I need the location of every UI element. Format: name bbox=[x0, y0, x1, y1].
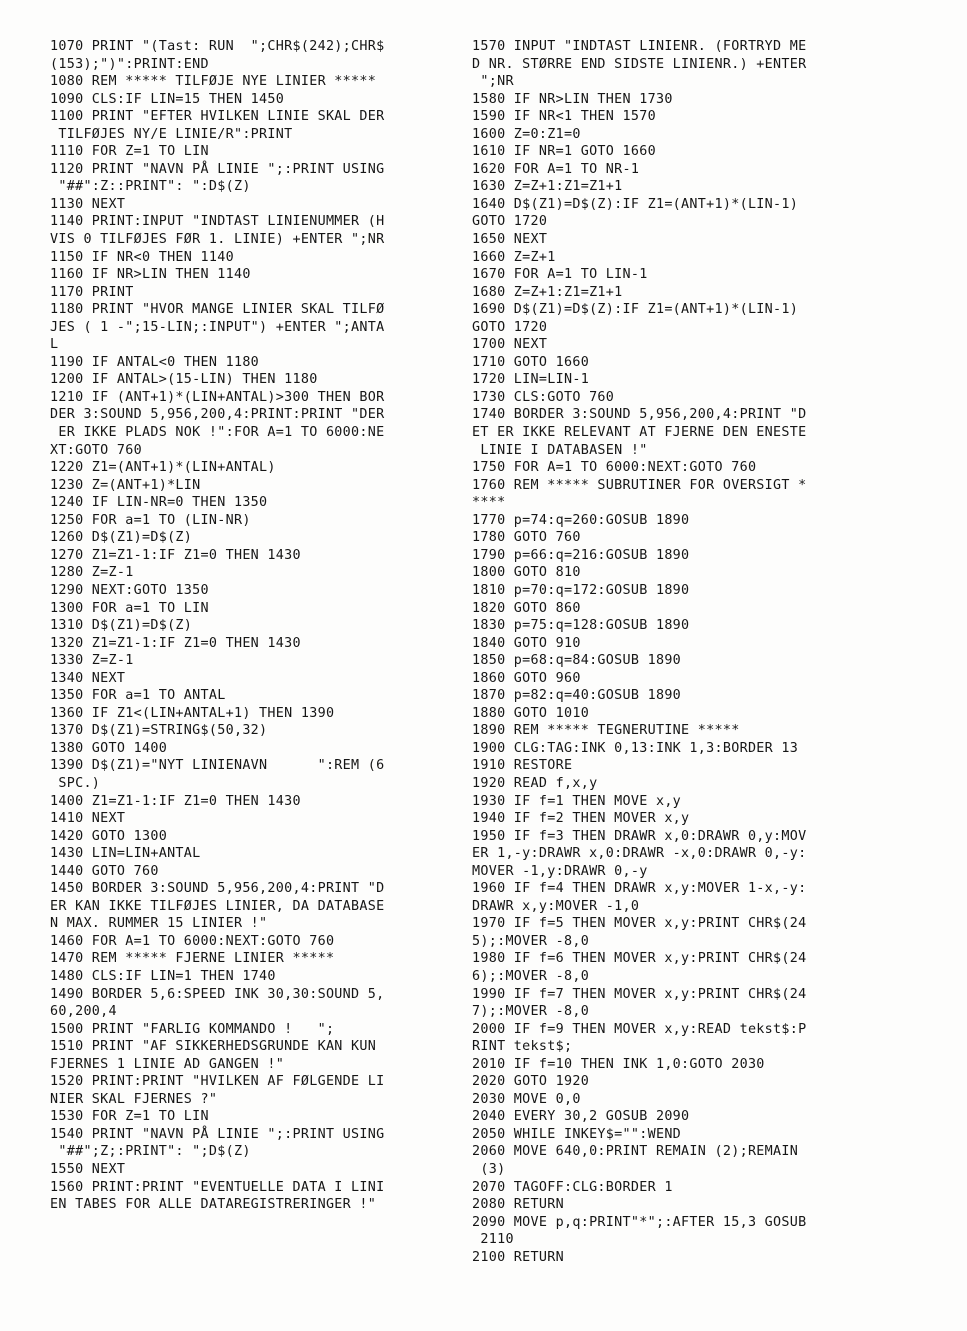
code-line: 2070 TAGOFF:CLG:BORDER 1 bbox=[472, 1179, 673, 1195]
code-line: 2040 EVERY 30,2 GOSUB 2090 bbox=[472, 1109, 690, 1125]
code-line: 1550 NEXT bbox=[50, 1162, 126, 1177]
code-line: 1160 IF NR>LIN THEN 1140 bbox=[50, 267, 251, 283]
code-line: 1120 PRINT "NAVN PÅ LINIE ";:PRINT USING bbox=[50, 161, 385, 177]
code-line: 1190 IF ANTAL<0 THEN 1180 bbox=[50, 354, 260, 370]
code-line: 60,200,4 bbox=[50, 1004, 117, 1020]
code-line: 1220 Z1=(ANT+1)*(LIN+ANTAL) bbox=[50, 460, 276, 476]
code-line: 1090 CLS:IF LIN=15 THEN 1450 bbox=[50, 91, 285, 107]
code-line: 1390 D$(Z1)="NYT LINIENAVN ":REM (6 bbox=[50, 758, 385, 774]
code-line: 1830 p=75:q=128:GOSUB 1890 bbox=[472, 618, 690, 634]
listing-column-right bbox=[472, 38, 892, 1266]
code-line: 1130 NEXT bbox=[50, 196, 126, 212]
code-line: 1180 PRINT "HVOR MANGE LINIER SKAL TILFØ bbox=[50, 302, 385, 318]
code-line: L bbox=[50, 337, 59, 353]
code-line: 1150 IF NR<0 THEN 1140 bbox=[50, 249, 234, 265]
code-line: 1500 PRINT "FARLIG KOMMANDO ! "; bbox=[50, 1021, 335, 1037]
code-line: 2110 bbox=[472, 1232, 514, 1248]
code-line: 1740 BORDER 3:SOUND 5,956,200,4:PRINT "D bbox=[472, 407, 807, 423]
code-line: 1110 FOR Z=1 TO LIN bbox=[50, 144, 209, 160]
code-line: 2080 RETURN bbox=[472, 1197, 564, 1213]
code-line: 2020 GOTO 1920 bbox=[472, 1074, 590, 1090]
code-line: MOVER -1,y:DRAWR 0,-y bbox=[472, 863, 648, 879]
code-line: NIER SKAL FJERNES ?" bbox=[50, 1091, 218, 1107]
code-line: 1970 IF f=5 THEN MOVER x,y:PRINT CHR$(24 bbox=[472, 916, 807, 932]
code-line: 1560 PRINT:PRINT "EVENTUELLE DATA I LINI bbox=[50, 1179, 385, 1195]
code-line: VIS 0 TILFØJES FØR 1. LINIE) +ENTER ";NR bbox=[50, 232, 385, 248]
code-line: 1990 IF f=7 THEN MOVER x,y:PRINT CHR$(24 bbox=[472, 986, 807, 1002]
code-line: 1730 CLS:GOTO 760 bbox=[472, 389, 615, 405]
code-line: 1230 Z=(ANT+1)*LIN bbox=[50, 477, 201, 493]
code-line: JES ( 1 -";15-LIN;:INPUT") +ENTER ";ANTA bbox=[50, 319, 385, 335]
code-line: TILFØJES NY/E LINIE/R":PRINT bbox=[50, 126, 293, 142]
code-line: GOTO 1720 bbox=[472, 319, 548, 335]
code-line: **** bbox=[472, 495, 506, 511]
code-line: 1430 LIN=LIN+ANTAL bbox=[50, 846, 201, 862]
code-line: (153);")":PRINT:END bbox=[50, 56, 209, 72]
code-line: 1570 INPUT "INDTAST LINIENR. (FORTRYD ME bbox=[472, 39, 807, 54]
code-line: 2000 IF f=9 THEN MOVER x,y:READ tekst$:P bbox=[472, 1021, 807, 1037]
code-line: 1640 D$(Z1)=D$(Z):IF Z1=(ANT+1)*(LIN-1) bbox=[472, 196, 799, 212]
code-line: 1890 REM ***** TEGNERUTINE ***** bbox=[472, 723, 740, 739]
code-line: 1080 REM ***** TILFØJE NYE LINIER ***** bbox=[50, 74, 377, 90]
code-line: "##";Z;:PRINT": ";D$(Z) bbox=[50, 1144, 251, 1160]
code-line: 1100 PRINT "EFTER HVILKEN LINIE SKAL DER bbox=[50, 109, 385, 125]
code-line: 2010 IF f=10 THEN INK 1,0:GOTO 2030 bbox=[472, 1056, 765, 1072]
code-line: 1480 CLS:IF LIN=1 THEN 1740 bbox=[50, 968, 276, 984]
code-line: 1620 FOR A=1 TO NR-1 bbox=[472, 161, 640, 177]
code-line: 1530 FOR Z=1 TO LIN bbox=[50, 1109, 209, 1125]
code-line: 1920 READ f,x,y bbox=[472, 775, 598, 791]
code-line: 1880 GOTO 1010 bbox=[472, 705, 590, 721]
code-line: 1340 NEXT bbox=[50, 670, 126, 686]
code-line: 1930 IF f=1 THEN MOVE x,y bbox=[472, 793, 682, 809]
code-line: 2030 MOVE 0,0 bbox=[472, 1091, 581, 1107]
code-line: 1580 IF NR>LIN THEN 1730 bbox=[472, 91, 673, 107]
code-line: D NR. STØRRE END SIDSTE LINIENR.) +ENTER bbox=[472, 56, 807, 72]
code-line: 1910 RESTORE bbox=[472, 758, 573, 774]
code-line: 1700 NEXT bbox=[472, 337, 548, 353]
code-line: 1670 FOR A=1 TO LIN-1 bbox=[472, 267, 648, 283]
code-line: 1820 GOTO 860 bbox=[472, 600, 581, 616]
code-line: 1680 Z=Z+1:Z1=Z1+1 bbox=[472, 284, 623, 300]
code-line: 1850 p=68:q=84:GOSUB 1890 bbox=[472, 653, 682, 669]
code-line: ER KAN IKKE TILFØJES LINIER, DA DATABASE bbox=[50, 898, 385, 914]
code-line: 1440 GOTO 760 bbox=[50, 863, 159, 879]
code-line: DRAWR x,y:MOVER -1,0 bbox=[472, 898, 640, 914]
code-line: 1950 IF f=3 THEN DRAWR x,0:DRAWR 0,y:MOV bbox=[472, 828, 807, 844]
code-line: 1510 PRINT "AF SIKKERHEDSGRUNDE KAN KUN bbox=[50, 1039, 377, 1055]
code-line: 1400 Z1=Z1-1:IF Z1=0 THEN 1430 bbox=[50, 793, 301, 809]
code-line: 1320 Z1=Z1-1:IF Z1=0 THEN 1430 bbox=[50, 635, 301, 651]
code-line: 1250 FOR a=1 TO (LIN-NR) bbox=[50, 512, 251, 528]
code-line: (3) bbox=[472, 1162, 506, 1177]
code-line: 1870 p=82:q=40:GOSUB 1890 bbox=[472, 688, 682, 704]
code-line: 1780 GOTO 760 bbox=[472, 530, 581, 546]
code-line: 1690 D$(Z1)=D$(Z):IF Z1=(ANT+1)*(LIN-1) bbox=[472, 302, 799, 318]
code-line: 1540 PRINT "NAVN PÅ LINIE ";:PRINT USING bbox=[50, 1126, 385, 1142]
code-line: 1310 D$(Z1)=D$(Z) bbox=[50, 618, 193, 634]
code-line: 1650 NEXT bbox=[472, 232, 548, 248]
code-line: 2100 RETURN bbox=[472, 1249, 564, 1265]
code-line: SPC.) bbox=[50, 775, 101, 791]
code-line: 1940 IF f=2 THEN MOVER x,y bbox=[472, 811, 690, 827]
code-line: 1200 IF ANTAL>(15-LIN) THEN 1180 bbox=[50, 372, 318, 388]
code-line: 1630 Z=Z+1:Z1=Z1+1 bbox=[472, 179, 623, 195]
code-line: ER 1,-y:DRAWR x,0:DRAWR -x,0:DRAWR 0,-y: bbox=[472, 846, 807, 862]
code-line: "##":Z::PRINT": ":D$(Z) bbox=[50, 179, 251, 195]
code-line: 1860 GOTO 960 bbox=[472, 670, 581, 686]
code-line: 1360 IF Z1<(LIN+ANTAL+1) THEN 1390 bbox=[50, 705, 335, 721]
code-line: 1330 Z=Z-1 bbox=[50, 653, 134, 669]
code-line: N MAX. RUMMER 15 LINIER !" bbox=[50, 916, 268, 932]
code-line: 1980 IF f=6 THEN MOVER x,y:PRINT CHR$(24 bbox=[472, 951, 807, 967]
code-line: ET ER IKKE RELEVANT AT FJERNE DEN ENESTE bbox=[472, 425, 807, 441]
code-line: 1210 IF (ANT+1)*(LIN+ANTAL)>300 THEN BOR bbox=[50, 389, 385, 405]
code-line: 7);:MOVER -8,0 bbox=[472, 1004, 590, 1020]
code-line: 1520 PRINT:PRINT "HVILKEN AF FØLGENDE LI bbox=[50, 1074, 385, 1090]
code-line: RINT tekst$; bbox=[472, 1039, 573, 1055]
code-line: 1760 REM ***** SUBRUTINER FOR OVERSIGT * bbox=[472, 477, 807, 493]
code-line: 1800 GOTO 810 bbox=[472, 565, 581, 581]
code-line: 1590 IF NR<1 THEN 1570 bbox=[472, 109, 656, 125]
code-line: 2090 MOVE p,q:PRINT"*";:AFTER 15,3 GOSUB bbox=[472, 1214, 807, 1230]
code-line: 1490 BORDER 5,6:SPEED INK 30,30:SOUND 5, bbox=[50, 986, 385, 1002]
code-line: 1370 D$(Z1)=STRING$(50,32) bbox=[50, 723, 268, 739]
code-line: 1420 GOTO 1300 bbox=[50, 828, 168, 844]
code-line: 1460 FOR A=1 TO 6000:NEXT:GOTO 760 bbox=[50, 933, 335, 949]
code-line: 2050 WHILE INKEY$="":WEND bbox=[472, 1126, 682, 1142]
listing-column-left bbox=[50, 38, 465, 1214]
code-line: 1450 BORDER 3:SOUND 5,956,200,4:PRINT "D bbox=[50, 881, 385, 897]
code-line: DER 3:SOUND 5,956,200,4:PRINT:PRINT "DER bbox=[50, 407, 385, 423]
code-line: 1770 p=74:q=260:GOSUB 1890 bbox=[472, 512, 690, 528]
code-line: ";NR bbox=[472, 74, 514, 90]
code-line: 1600 Z=0:Z1=0 bbox=[472, 126, 581, 142]
code-line: GOTO 1720 bbox=[472, 214, 548, 230]
code-line: 6);:MOVER -8,0 bbox=[472, 968, 590, 984]
code-line: 1750 FOR A=1 TO 6000:NEXT:GOTO 760 bbox=[472, 460, 757, 476]
code-line: 1610 IF NR=1 GOTO 1660 bbox=[472, 144, 656, 160]
code-line: 1300 FOR a=1 TO LIN bbox=[50, 600, 209, 616]
code-line: ER IKKE PLADS NOK !":FOR A=1 TO 6000:NE bbox=[50, 425, 385, 441]
code-line: 1840 GOTO 910 bbox=[472, 635, 581, 651]
code-line: 1720 LIN=LIN-1 bbox=[472, 372, 590, 388]
code-line: 2060 MOVE 640,0:PRINT REMAIN (2);REMAIN bbox=[472, 1144, 799, 1160]
code-line: 1260 D$(Z1)=D$(Z) bbox=[50, 530, 193, 546]
code-line: 5);:MOVER -8,0 bbox=[472, 933, 590, 949]
code-line: 1900 CLG:TAG:INK 0,13:INK 1,3:BORDER 13 bbox=[472, 740, 799, 756]
code-line: 1140 PRINT:INPUT "INDTAST LINIENUMMER (H bbox=[50, 214, 385, 230]
code-line: XT:GOTO 760 bbox=[50, 442, 142, 458]
code-line: 1380 GOTO 1400 bbox=[50, 740, 168, 756]
code-line: 1280 Z=Z-1 bbox=[50, 565, 134, 581]
code-line: 1350 FOR a=1 TO ANTAL bbox=[50, 688, 226, 704]
code-line: 1290 NEXT:GOTO 1350 bbox=[50, 582, 209, 598]
code-line: 1170 PRINT bbox=[50, 284, 134, 300]
code-line: EN TABES FOR ALLE DATAREGISTRERINGER !" bbox=[50, 1197, 377, 1213]
code-line: 1790 p=66:q=216:GOSUB 1890 bbox=[472, 547, 690, 563]
code-line: 1810 p=70:q=172:GOSUB 1890 bbox=[472, 582, 690, 598]
code-line: 1270 Z1=Z1-1:IF Z1=0 THEN 1430 bbox=[50, 547, 301, 563]
code-line: 1070 PRINT "(Tast: RUN ";CHR$(242);CHR$ bbox=[50, 39, 385, 54]
code-line: 1710 GOTO 1660 bbox=[472, 354, 590, 370]
code-line: LINIE I DATABASEN !" bbox=[472, 442, 648, 458]
code-line: 1410 NEXT bbox=[50, 811, 126, 827]
code-line: 1660 Z=Z+1 bbox=[472, 249, 556, 265]
code-line: FJERNES 1 LINIE AD GANGEN !" bbox=[50, 1056, 285, 1072]
code-line: 1960 IF f=4 THEN DRAWR x,y:MOVER 1-x,-y: bbox=[472, 881, 807, 897]
code-line: 1240 IF LIN-NR=0 THEN 1350 bbox=[50, 495, 268, 511]
code-line: 1470 REM ***** FJERNE LINIER ***** bbox=[50, 951, 335, 967]
